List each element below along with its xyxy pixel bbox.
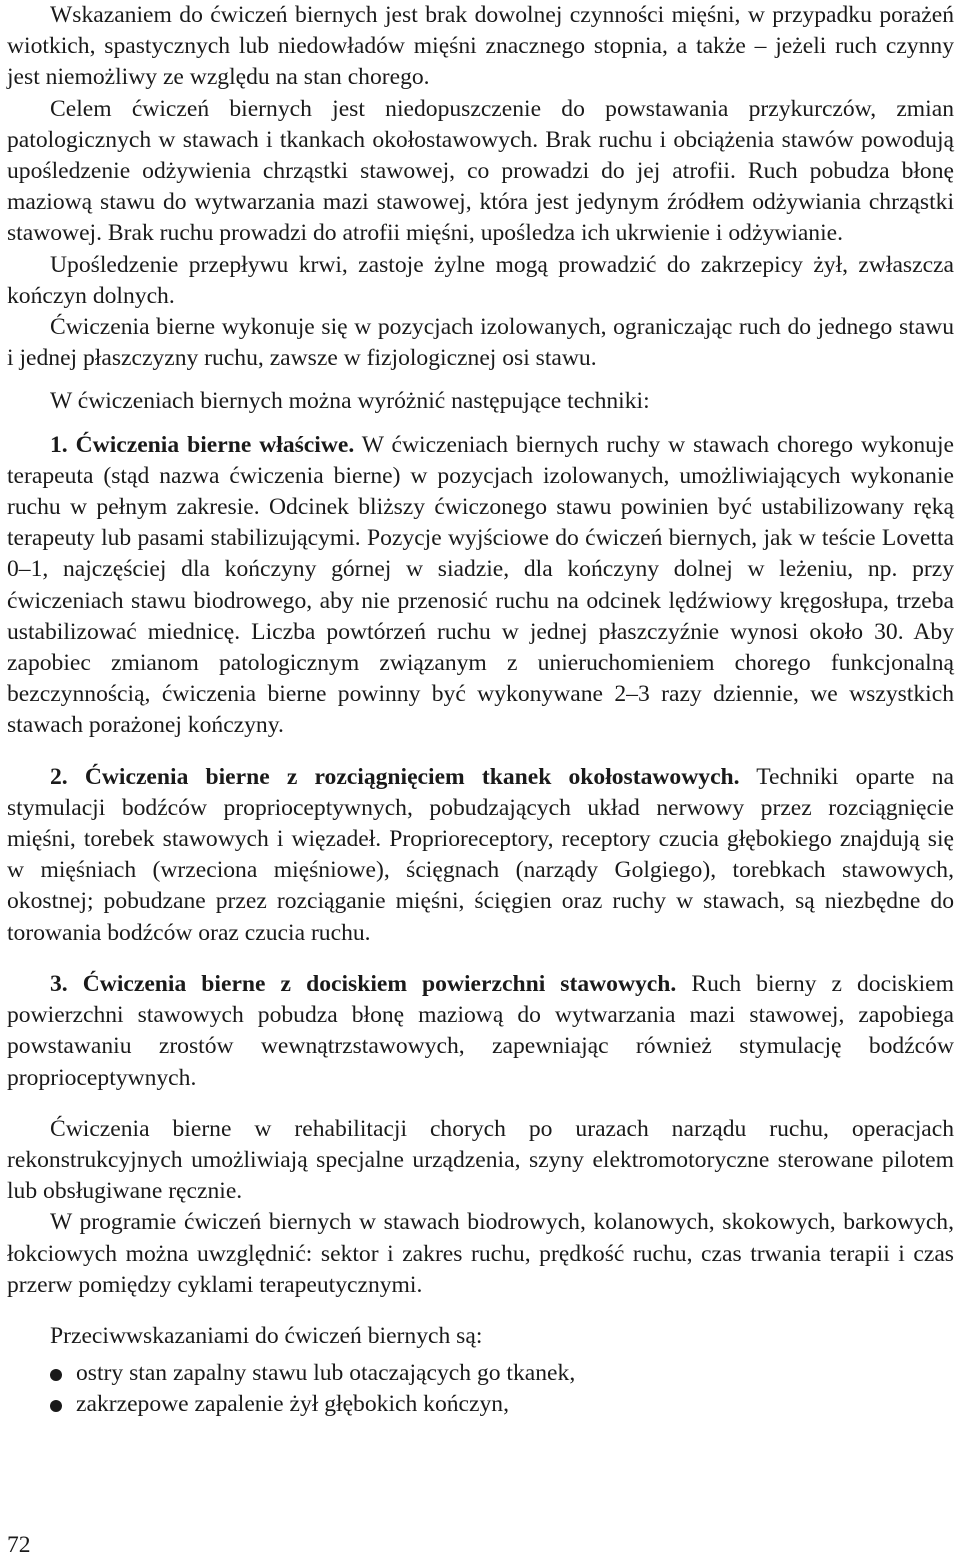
- paragraph-goal: Celem ćwiczeń biernych jest niedopuszczenie do powstawania przykurczów, zmian patologicznych w stawach i tkankach okołostawowych. Brak ruchu i obciążenia stawów powodują upośledzenie odżywienia chrząstki stawowej, co prowadzi do jej atrofii. Ruch pobudza błonę maziową stawu do wytwarzania mazi stawowej, która jest jedynym źródłem odżywiania chrząstki stawowej. Brak ruchu prowadzi do atrofii mięśni, upośledza ich ukrwienie i odżywianie.: [7, 95, 954, 247]
- section-2: [7, 762, 954, 949]
- section-3: [7, 969, 954, 1094]
- section-1-heading: 1. Ćwiczenia bierne właściwe.: [50, 431, 355, 458]
- document-page: [7, 0, 954, 1421]
- bullet-icon: [50, 1400, 62, 1412]
- bullet-icon: [50, 1369, 62, 1381]
- paragraph-devices: Ćwiczenia bierne w rehabilitacji chorych po urazach narządu ruchu, operacjach rekonstrukcyjnych umożliwiają specjalne urządzenia, szyny elektromotoryczne sterowane pilotem lub obsługiwane ręcznie.: [7, 1115, 954, 1205]
- paragraph-isolated-positions: Ćwiczenia bierne wykonuje się w pozycjach izolowanych, ograniczając ruch do jednego stawu i jednej płaszczyzny ruchu, zawsze w fizjologicznej osi stawu.: [7, 314, 954, 372]
- list-item-text: zakrzepowe zapalenie żył głębokich kończyn,: [76, 1391, 509, 1418]
- section-1: [7, 430, 954, 742]
- section-2-body: Techniki oparte na stymulacji bodźców proprioceptywnych, pobudzających układ nerwowy przez rozciągnięcie mięśni, torebek stawowych i więzadeł. Proprioreceptory, receptory czucia głębokiego znajdują się w mięśniach (wrzeciona mięśniowe), ścięgnach (narządy Golgiego), torebkach stawowych, okostnej; pobudzane przez rozciąganie mięśni, ścięgien oraz ruchy w stawach, są niezbędne do torowania bodźców oraz czucia ruchu.: [7, 763, 954, 946]
- list-item-text: ostry stan zapalny stawu lub otaczających go tkanek,: [76, 1360, 576, 1387]
- list-item: [7, 1389, 954, 1420]
- section-2-heading: 2. Ćwiczenia bierne z rozciągnięciem tkanek okołostawowych.: [50, 763, 740, 790]
- list-item: [7, 1358, 954, 1389]
- page-number: 72: [7, 1532, 31, 1558]
- paragraph-blood-flow: Upośledzenie przepływu krwi, zastoje żylne mogą prowadzić do zakrzepicy żył, zwłaszcza kończyn dolnych.: [7, 251, 954, 309]
- paragraph-program: W programie ćwiczeń biernych w stawach biodrowych, kolanowych, skokowych, barkowych, łokciowych można uwzględnić: sektor i zakres ruchu, prędkość ruchu, czas trwania terapii i czas przerw pomiędzy cyklami terapeutycznymi.: [7, 1209, 954, 1298]
- contraindications-list: [7, 1358, 954, 1420]
- section-1-body: W ćwiczeniach biernych ruchy w stawach chorego wykonuje terapeuta (stąd nazwa ćwiczenia bierne) w pozycjach izolowanych, umożliwiających wykonanie ruchu w pełnym zakresie. Odcinek bliższy ćwiczonego stawu powinien być ustabilizowany ręką terapeuty lub pasami stabilizującymi. Pozycje wyjściowe do ćwiczeń biernych, jak w teście Lovetta 0–1, najczęściej dla kończyny górnej w siadzie, dla kończyny dolnej w leżeniu, np. przy ćwiczeniach stawu biodrowego, aby nie przenosić ruchu na odcinek lędźwiowy kręgosłupa, trzeba ustabilizować miednicę. Liczba powtórzeń ruchu w jednej płaszczyźnie wynosi około 30. Aby zapobiec zmianom patologicznym związanym z unieruchomieniem chorego funkcjonalną bezczynnością, ćwiczenia bierne powinny być wykonywane 2–3 razy dziennie, we wszystkich stawach porażonej kończyny.: [7, 431, 954, 739]
- section-3-body: Ruch bierny z dociskiem powierzchni stawowych pobudza błonę maziową do wytwarzania mazi stawowej, zapobiega powstawaniu zrostów wewnątrzstawowych, zapewniając również stymulację bodźców proprioceptywnych.: [7, 970, 954, 1091]
- paragraph-techniques-intro: W ćwiczeniach biernych można wyróżnić następujące techniki:: [50, 388, 650, 415]
- section-3-heading: 3. Ćwiczenia bierne z dociskiem powierzchni stawowych.: [50, 970, 677, 997]
- paragraph-indications: Wskazaniem do ćwiczeń biernych jest brak dowolnej czynności mięśni, w przypadku porażeń wiotkich, spastycznych lub niedowładów mięśni znacznego stopnia, a także – jeżeli ruch czynny jest niemożliwy ze względu na stan chorego.: [7, 2, 954, 91]
- paragraph-contraindications-intro: Przeciwwskazaniami do ćwiczeń biernych są:: [50, 1322, 483, 1349]
